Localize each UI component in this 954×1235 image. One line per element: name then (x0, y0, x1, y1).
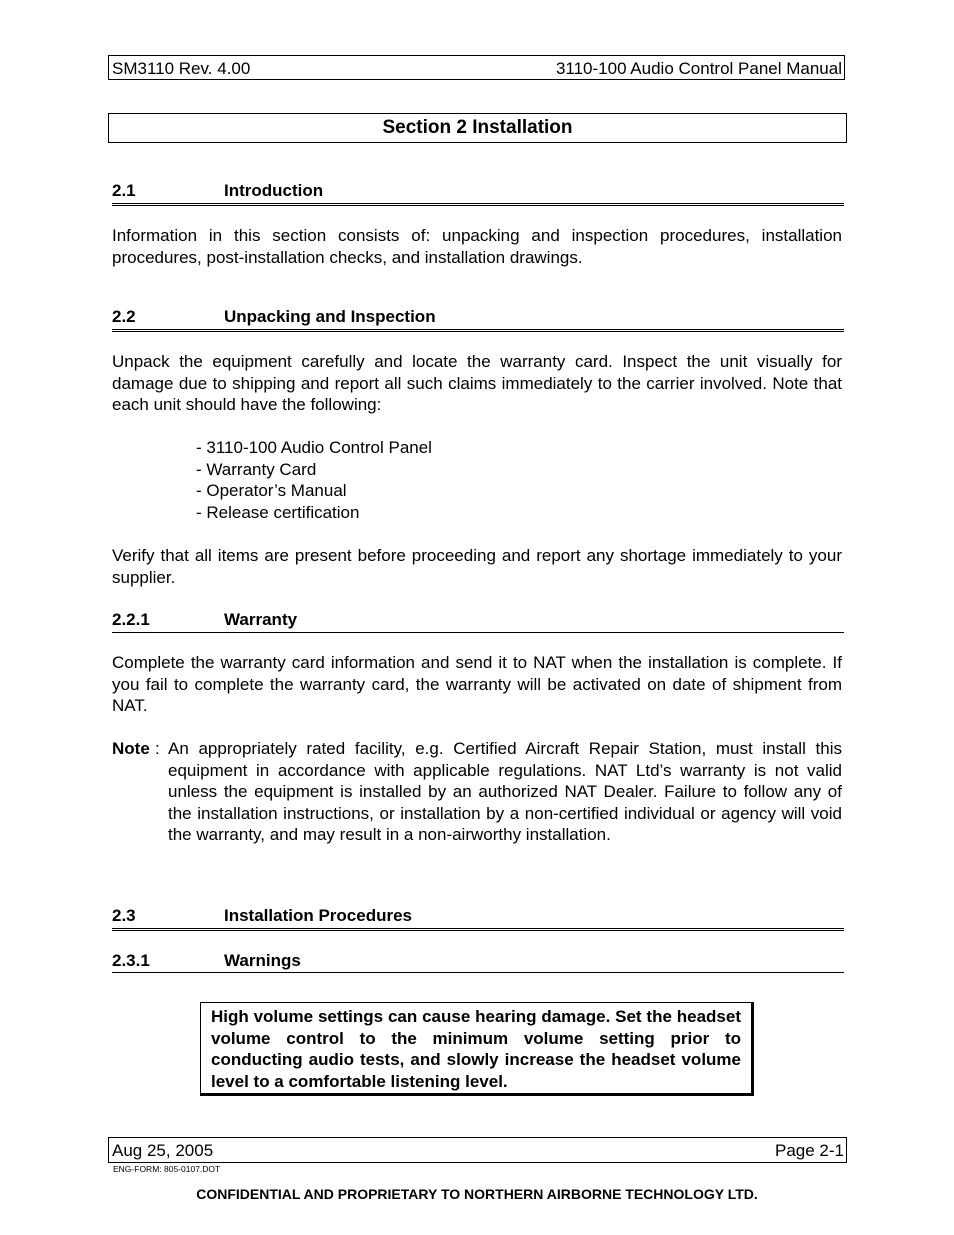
heading-2-2 (112, 307, 844, 329)
heading-number: 2.3 (112, 906, 136, 925)
heading-rule (112, 329, 844, 332)
heading-title: Installation Procedures (224, 906, 412, 925)
verify-paragraph: Verify that all items are present before proceeding and report any shortage immediately to your supplier. (112, 546, 842, 587)
intro-paragraph: Information in this section consists of: unpacking and inspection procedures, installation procedures, post-installation checks, and installation drawings. (112, 226, 842, 267)
heading-title: Unpacking and Inspection (224, 307, 436, 326)
page-number: Page 2-1 (775, 1141, 844, 1160)
heading-number: 2.3.1 (112, 951, 150, 970)
list-item: - Operator’s Manual (196, 481, 347, 500)
heading-title: Introduction (224, 181, 324, 200)
heading-2-2-1 (112, 610, 844, 632)
warranty-paragraph: Complete the warranty card information and send it to NAT when the installation is complete. If you fail to complete the warranty card, the warranty will be activated on date of shipment from NAT. (112, 653, 842, 715)
heading-rule (112, 203, 844, 206)
list-item: - 3110-100 Audio Control Panel (196, 438, 432, 457)
note-label: Note (112, 739, 150, 758)
unpacking-paragraph: Unpack the equipment carefully and locate the warranty card. Inspect the unit visually for damage due to shipping and report all such claims immediately to the carrier involved. Note that each unit should have the following: (112, 352, 842, 414)
list-item: - Warranty Card (196, 459, 317, 479)
heading-title: Warnings (224, 951, 301, 970)
footer-date: Aug 25, 2005 (112, 1141, 214, 1160)
heading-rule (112, 632, 844, 633)
heading-2-3-1 (112, 951, 844, 973)
manual-title: 3110-100 Audio Control Panel Manual (555, 59, 842, 78)
list-item: - Release certification (196, 502, 360, 522)
heading-rule (112, 928, 844, 931)
heading-title: Warranty (224, 610, 298, 629)
note-colon: : (155, 739, 160, 758)
contents-list (196, 437, 432, 523)
confidential-notice: CONFIDENTIAL AND PROPRIETARY TO NORTHERN AIRBORNE TECHNOLOGY LTD. (196, 1186, 758, 1202)
heading-2-1 (112, 181, 844, 203)
heading-rule (112, 972, 844, 973)
note-text: An appropriately rated facility, e.g. Certified Aircraft Repair Station, must install this equipment in accordance with applicable regulations. NAT Ltd’s warranty is not valid unless the equipment is installed by an authorized NAT Dealer. Failure to follow any of the installation instructions, or installation by a non-certified individual or agency will void the warranty, and may result in a non-airworthy installation. (168, 739, 842, 844)
heading-2-3 (112, 906, 844, 928)
section-title: Section 2 Installation (108, 113, 847, 143)
form-id: ENG-FORM: 805-0107.DOT (113, 1164, 221, 1174)
heading-number: 2.2.1 (112, 610, 150, 629)
heading-number: 2.2 (112, 307, 136, 326)
page-footer-box (108, 1137, 847, 1163)
document-id: SM3110 Rev. 4.00 (112, 59, 251, 78)
heading-number: 2.1 (112, 181, 136, 200)
warning-box: High volume settings can cause hearing damage. Set the headset volume control to the minimum volume setting prior to conducting audio tests, and slowly increase the headset volume level to a comfortable listening level. (200, 1002, 754, 1096)
